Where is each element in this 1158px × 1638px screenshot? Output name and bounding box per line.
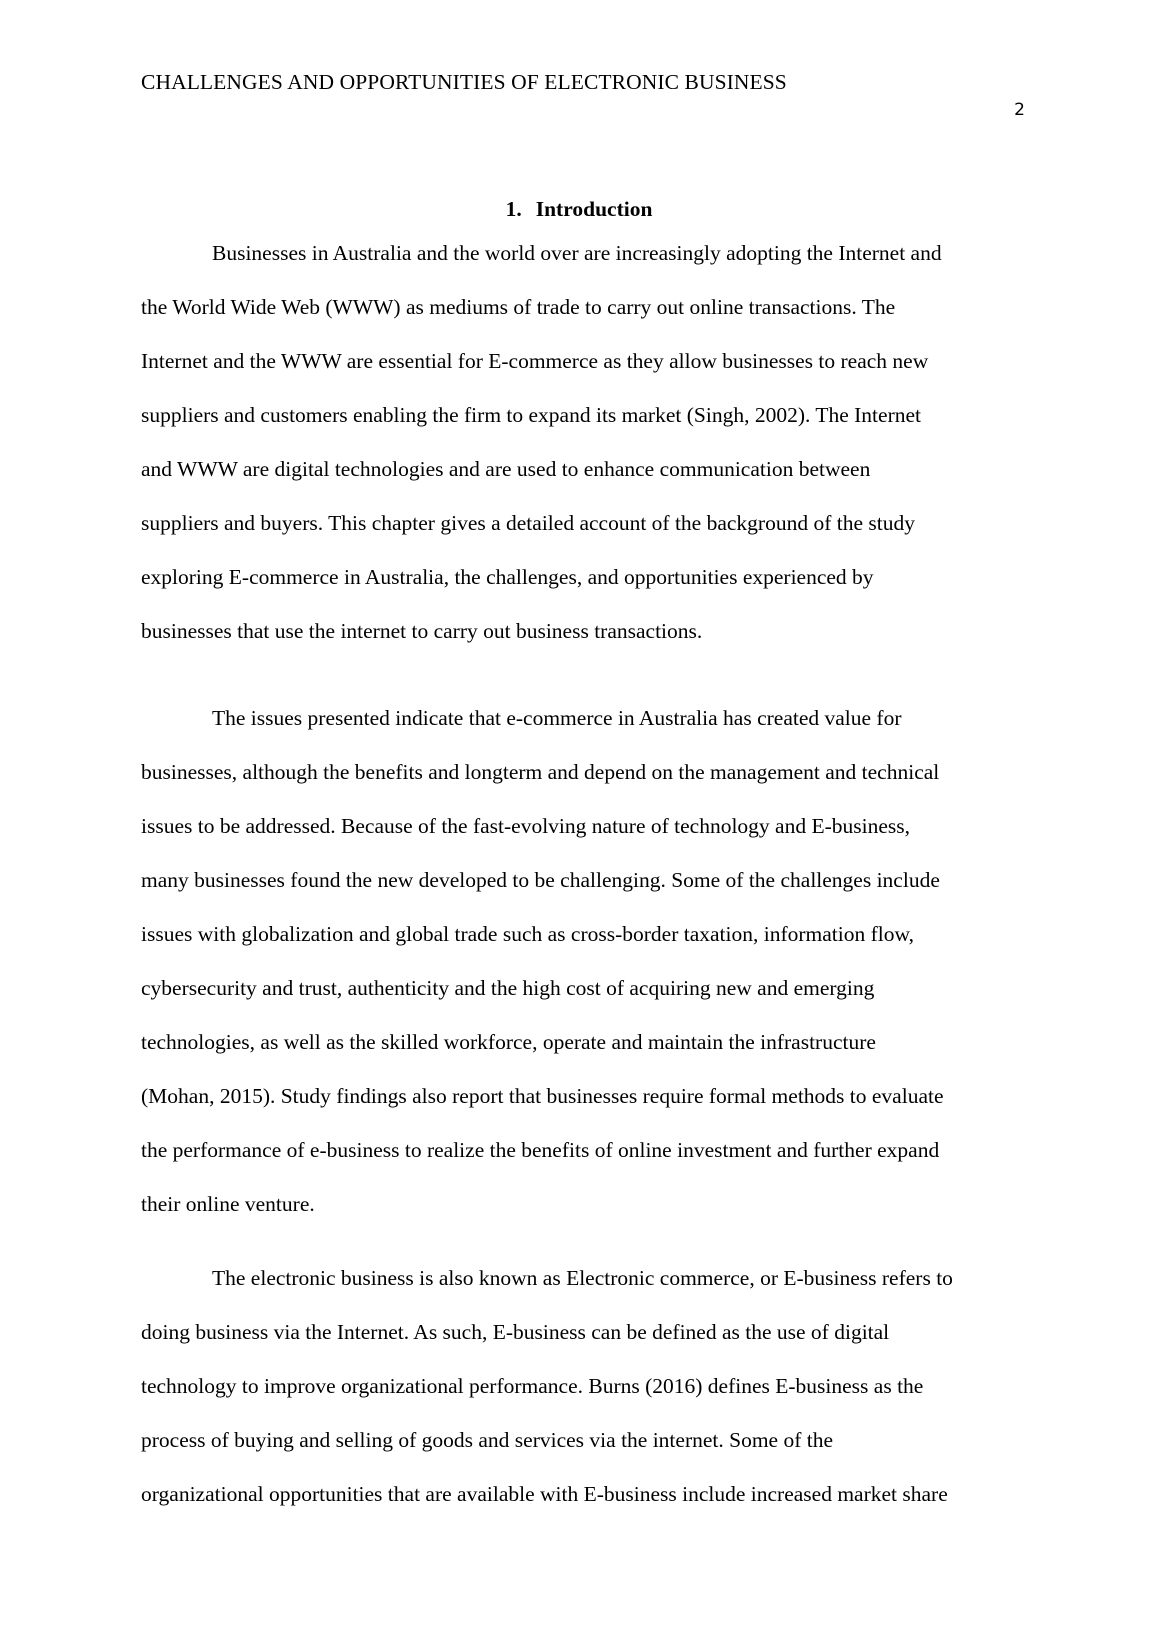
paragraph-line: technologies, as well as the skilled workforce, operate and maintain the infrastructure	[141, 1030, 876, 1054]
paragraph-line: exploring E-commerce in Australia, the challenges, and opportunities experienced by	[141, 565, 874, 589]
paragraph-line: (Mohan, 2015). Study findings also report that businesses require formal methods to evaluate	[141, 1084, 944, 1108]
paragraph-line: businesses, although the benefits and longterm and depend on the management and technical	[141, 760, 940, 784]
paragraph-line: the World Wide Web (WWW) as mediums of trade to carry out online transactions. The	[141, 295, 896, 319]
running-head: CHALLENGES AND OPPORTUNITIES OF ELECTRONIC BUSINESS	[141, 70, 787, 94]
paragraph-line: businesses that use the internet to carry out business transactions.	[141, 619, 703, 643]
paragraph-line: cybersecurity and trust, authenticity and the high cost of acquiring new and emerging	[141, 976, 875, 1000]
paragraph-line: doing business via the Internet. As such, E-business can be defined as the use of digital	[141, 1320, 890, 1344]
section-title: Introduction	[535, 197, 653, 221]
paragraph-2	[141, 703, 1021, 1243]
section-number: 1.	[505, 197, 522, 221]
paragraph-line: The electronic business is also known as Electronic commerce, or E-business refers to	[212, 1266, 953, 1290]
paragraph-line: many businesses found the new developed to be challenging. Some of the challenges include	[141, 868, 940, 892]
paragraph-3	[141, 1263, 1021, 1533]
section-heading	[0, 197, 1158, 222]
paragraph-line: Businesses in Australia and the world over are increasingly adopting the Internet and	[212, 241, 942, 265]
paragraph-line: technology to improve organizational performance. Burns (2016) defines E-business as the	[141, 1374, 924, 1398]
paragraph-line: Internet and the WWW are essential for E-commerce as they allow businesses to reach new	[141, 349, 929, 373]
paragraph-line: and WWW are digital technologies and are used to enhance communication between	[141, 457, 871, 481]
page-number: 2	[1014, 100, 1025, 120]
paragraph-line: process of buying and selling of goods and services via the internet. Some of the	[141, 1428, 834, 1452]
paragraph-line: suppliers and buyers. This chapter gives a detailed account of the background of the study	[141, 511, 915, 535]
paragraph-line: issues with globalization and global trade such as cross-border taxation, information flow,	[141, 922, 915, 946]
paragraph-line: issues to be addressed. Because of the fast-evolving nature of technology and E-business,	[141, 814, 911, 838]
paragraph-1	[141, 238, 1021, 670]
paragraph-line: organizational opportunities that are available with E-business include increased market share	[141, 1482, 948, 1506]
paragraph-line: The issues presented indicate that e-commerce in Australia has created value for	[212, 706, 902, 730]
paragraph-line: their online venture.	[141, 1192, 315, 1216]
paragraph-line: the performance of e-business to realize the benefits of online investment and further expand	[141, 1138, 940, 1162]
paragraph-line: suppliers and customers enabling the firm to expand its market (Singh, 2002). The Internet	[141, 403, 921, 427]
